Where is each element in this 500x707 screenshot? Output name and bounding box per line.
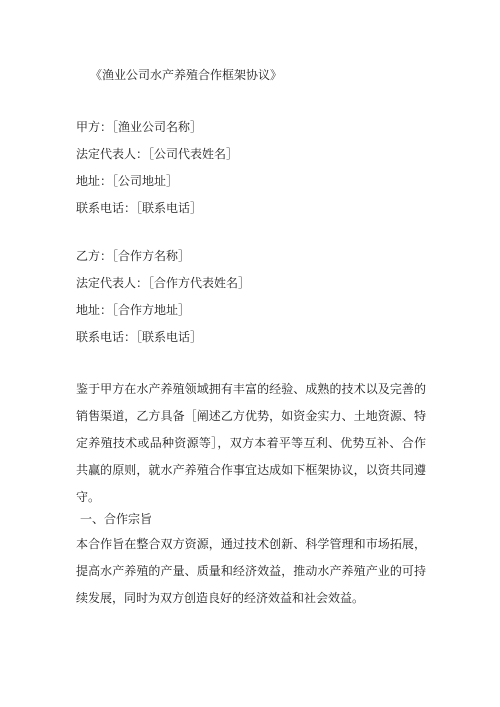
party-b-block [76, 247, 250, 355]
party-a-address: 地址：［公司地址］ [76, 174, 179, 188]
preamble-paragraph: 鉴于甲方在水产养殖领域拥有丰富的经验、成熟的技术以及完善的销售渠道，乙方具备［阐述乙方优势，如资金实力、土地资源、特定养殖技术或品种资源等］，双方本着平等互利、优势互补、合作共赢的原则，就水产养殖合作事宜达成如下框架协议，以资共同遵守。 [76, 382, 426, 504]
party-b-representative: 法定代表人：［合作方代表姓名］ [76, 276, 251, 290]
section-1-heading: 一、合作宗旨 [80, 512, 153, 526]
party-a-name: 甲方：［渔业公司名称］ [76, 120, 203, 134]
document-title: 《渔业公司水产养殖合作框架协议》 [90, 68, 283, 82]
party-a-block [76, 118, 238, 226]
party-b-phone: 联系电话：［联系电话］ [76, 330, 203, 344]
party-b-address: 地址：［合作方地址］ [76, 303, 191, 317]
party-a-phone: 联系电话：［联系电话］ [76, 201, 203, 215]
party-b-name: 乙方：［合作方名称］ [76, 249, 191, 263]
party-a-representative: 法定代表人：［公司代表姓名］ [76, 147, 239, 161]
section-1-body: 本合作旨在整合双方资源，通过技术创新、科学管理和市场拓展，提高水产养殖的产量、质量和经济效益，推动水产养殖产业的可持续发展，同时为双方创造良好的经济效益和社会效益。 [76, 537, 426, 605]
